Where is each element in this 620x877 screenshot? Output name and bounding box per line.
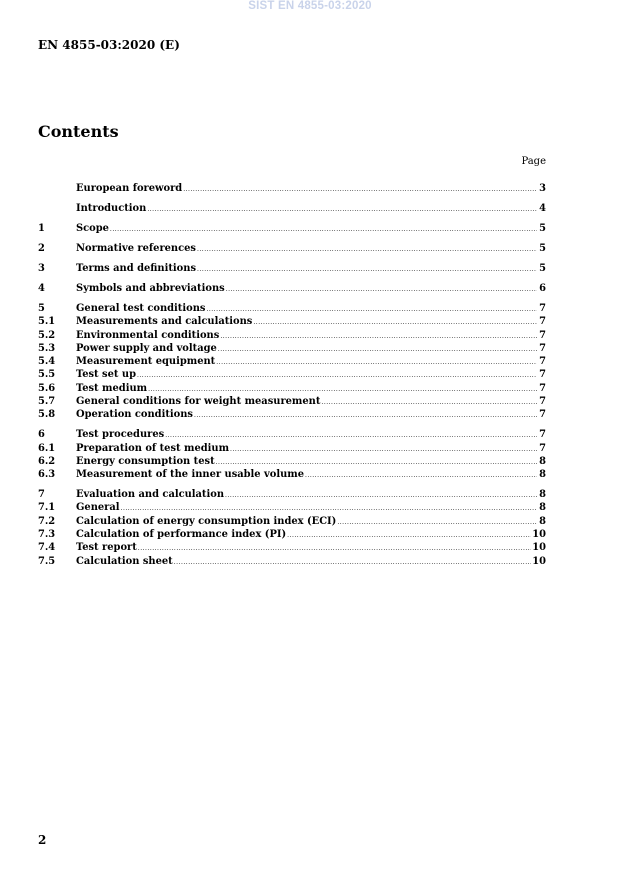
toc-entry[interactable] [38,515,546,528]
toc-entry-number: 7 [38,489,45,501]
toc-entry-number: 7.4 [38,542,56,554]
toc-entry[interactable] [38,555,546,568]
toc-entry[interactable] [38,222,546,235]
toc-entry-number: 3 [38,262,45,274]
dot-leader [218,345,537,354]
toc-entry-title: Test report [76,542,137,554]
toc-entry[interactable] [38,395,546,408]
dot-leader [216,458,537,467]
toc-entry[interactable] [38,468,546,481]
toc-entry-title: Environmental conditions [76,329,220,341]
dot-leader [321,398,537,407]
toc-entry[interactable] [38,282,546,295]
dot-leader [226,285,537,294]
toc-entry-page: 7 [539,442,546,454]
toc-entry-page: 5 [539,242,546,254]
dot-leader [197,245,537,254]
contents-title: Contents [38,122,119,141]
page-column-label: Page [521,156,546,167]
dot-leader [220,332,537,341]
toc-entry-page: 7 [539,342,546,354]
dot-leader [197,265,537,274]
toc-entry-number: 2 [38,242,45,254]
toc-entry-number: 5.1 [38,316,56,328]
toc-entry-title: Measurement equipment [76,356,216,368]
toc-entry-title: Test medium [76,382,148,394]
toc-entry-title: Test procedures [76,429,165,441]
toc-entry-title: Normative references [76,242,196,254]
toc-entry[interactable] [38,182,546,195]
toc-entry-title: European foreword [76,183,183,194]
toc-entry-number: 5.2 [38,329,56,341]
toc-entry-number: 7.1 [38,502,56,514]
dot-leader [305,471,537,480]
toc-entry-title: Test set up [76,369,136,381]
table-of-contents [38,182,546,568]
toc-entry-number: 6.2 [38,455,56,467]
toc-entry[interactable] [38,262,546,275]
page-number: 2 [38,833,47,847]
toc-entry-number: 6.3 [38,469,56,481]
toc-entry[interactable] [38,342,546,355]
dot-leader [206,305,537,314]
dot-leader [230,445,537,454]
toc-entry-title: Preparation of test medium [76,442,230,454]
toc-entry-number: 6.1 [38,442,56,454]
dot-leader [225,491,537,500]
toc-entry-number: 5.8 [38,409,56,421]
dot-leader [147,205,537,214]
toc-entry-title: Measurements and calculations [76,316,253,328]
toc-entry-number: 1 [38,222,45,234]
dot-leader [216,358,537,367]
toc-entry-page: 8 [539,455,546,467]
toc-entry-page: 3 [539,183,546,194]
toc-entry-page: 6 [539,282,546,294]
toc-entry-number: 5.3 [38,342,56,354]
toc-entry[interactable] [38,442,546,455]
toc-entry-page: 7 [539,302,546,314]
dot-leader [183,185,537,194]
toc-entry[interactable] [38,315,546,328]
toc-entry-title: Measurement of the inner usable volume [76,469,305,481]
dot-leader [148,385,537,394]
toc-entry[interactable] [38,368,546,381]
toc-entry-title: Evaluation and calculation [76,489,225,501]
dot-leader [138,544,531,553]
toc-entry-title: General test conditions [76,302,206,314]
dot-leader [194,411,537,420]
dot-leader [165,431,537,440]
dot-leader [287,531,531,540]
toc-entry-page: 7 [539,429,546,441]
watermark: SIST EN 4855-03:2020 [248,0,372,12]
toc-entry-page: 5 [539,262,546,274]
toc-entry-number: 5 [38,302,45,314]
dot-leader [121,504,537,513]
dot-leader [174,558,532,567]
dot-leader [137,371,537,380]
toc-entry-number: 4 [38,282,45,294]
toc-entry-page: 7 [539,316,546,328]
document-id: EN 4855-03:2020 (E) [38,38,180,52]
toc-entry-number: 6 [38,429,45,441]
dot-leader [337,518,537,527]
toc-entry[interactable] [38,382,546,395]
toc-entry[interactable] [38,428,546,441]
toc-entry-page: 10 [532,555,546,567]
toc-entry-page: 8 [539,489,546,501]
toc-entry-page: 5 [539,222,546,234]
toc-entry-number: 5.4 [38,356,56,368]
toc-entry-page: 10 [532,529,546,541]
toc-entry[interactable] [38,488,546,501]
dot-leader [253,318,537,327]
toc-entry-title: Operation conditions [76,409,193,421]
toc-entry-page: 10 [532,542,546,554]
toc-entry[interactable] [38,329,546,342]
toc-entry-page: 7 [539,329,546,341]
toc-entry-number: 7.2 [38,515,56,527]
toc-entry-page: 7 [539,409,546,421]
toc-entry-title: General [76,502,120,514]
toc-entry-page: 8 [539,502,546,514]
dot-leader [110,225,537,234]
toc-entry-page: 7 [539,369,546,381]
toc-entry[interactable] [38,302,546,315]
toc-entry-title: Introduction [76,202,147,214]
toc-entry-page: 8 [539,469,546,481]
toc-entry-number: 7.5 [38,555,56,567]
toc-entry-title: Scope [76,222,109,234]
toc-entry-title: Calculation sheet [76,555,173,567]
toc-entry-title: Symbols and abbreviations [76,282,225,294]
toc-entry-number: 5.7 [38,395,56,407]
toc-entry-page: 7 [539,382,546,394]
toc-entry-title: Calculation of performance index (PI) [76,529,287,541]
toc-entry[interactable] [38,408,546,421]
toc-entry-title: Calculation of energy consumption index (ECI) [76,515,337,527]
toc-entry-page: 7 [539,395,546,407]
toc-entry-title: Energy consumption test [76,455,215,467]
toc-entry-number: 5.5 [38,369,56,381]
toc-entry-number: 5.6 [38,382,56,394]
toc-entry[interactable] [38,455,546,468]
toc-entry[interactable] [38,501,546,514]
toc-entry[interactable] [38,242,546,255]
toc-entry-title: Terms and definitions [76,262,197,274]
toc-entry-title: Power supply and voltage [76,342,217,354]
toc-entry-number: 7.3 [38,529,56,541]
toc-entry[interactable] [38,528,546,541]
toc-entry-title: General conditions for weight measurement [76,395,321,407]
toc-entry[interactable] [38,202,546,215]
toc-entry-page: 4 [539,202,546,214]
toc-entry[interactable] [38,541,546,554]
toc-entry[interactable] [38,355,546,368]
toc-entry-page: 7 [539,356,546,368]
toc-entry-page: 8 [539,515,546,527]
